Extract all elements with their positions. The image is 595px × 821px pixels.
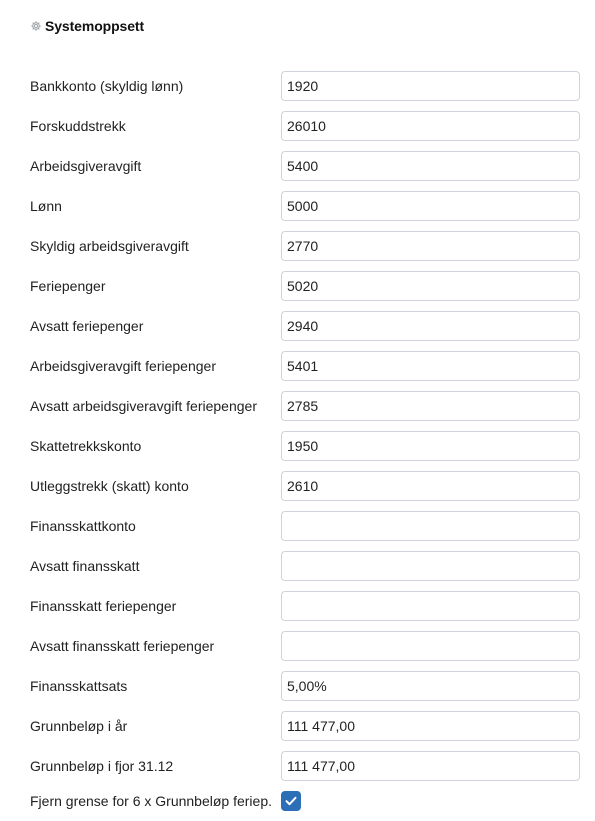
- field-input[interactable]: [281, 551, 580, 581]
- form-row: [0, 111, 595, 151]
- form-row: [0, 431, 595, 471]
- field-input[interactable]: [281, 271, 580, 301]
- field-label: Feriepenger: [30, 278, 106, 294]
- field-label: Finansskattkonto: [30, 518, 136, 534]
- field-input[interactable]: [281, 631, 580, 661]
- field-input[interactable]: [281, 511, 580, 541]
- gear-icon: [30, 20, 42, 32]
- field-input[interactable]: [281, 231, 580, 261]
- checkbox-row: [0, 791, 595, 821]
- field-input[interactable]: [281, 751, 580, 781]
- field-label: Utleggstrekk (skatt) konto: [30, 478, 189, 494]
- form-row: [0, 751, 595, 791]
- field-input[interactable]: [281, 111, 580, 141]
- form-row: [0, 71, 595, 111]
- form-row: [0, 471, 595, 511]
- field-label: Lønn: [30, 198, 62, 214]
- form-row: [0, 551, 595, 591]
- field-input[interactable]: [281, 711, 580, 741]
- field-label: Arbeidsgiveravgift: [30, 158, 142, 174]
- field-input[interactable]: [281, 391, 580, 421]
- form-row: [0, 191, 595, 231]
- settings-form: [0, 71, 595, 821]
- field-input[interactable]: [281, 191, 580, 221]
- field-label: Finansskattsats: [30, 678, 128, 694]
- field-input[interactable]: [281, 351, 580, 381]
- field-label: Avsatt feriepenger: [30, 318, 144, 334]
- field-label: Skattetrekkskonto: [30, 438, 142, 454]
- field-input[interactable]: [281, 471, 580, 501]
- form-row: [0, 311, 595, 351]
- checkmark-icon: [284, 794, 298, 808]
- field-label: Arbeidsgiveravgift feriepenger: [30, 358, 216, 374]
- form-row: [0, 511, 595, 551]
- field-input[interactable]: [281, 71, 580, 101]
- form-row: [0, 271, 595, 311]
- form-row: [0, 631, 595, 671]
- page-title: Systemoppsett: [45, 18, 145, 34]
- field-label: Grunnbeløp i fjor 31.12: [30, 758, 174, 774]
- field-input[interactable]: [281, 311, 580, 341]
- page-header: [30, 16, 144, 36]
- form-row: [0, 591, 595, 631]
- field-input[interactable]: [281, 151, 580, 181]
- field-label: Avsatt finansskatt: [30, 558, 140, 574]
- field-label: Finansskatt feriepenger: [30, 598, 177, 614]
- checkbox-label: Fjern grense for 6 x Grunnbeløp feriep.: [30, 793, 273, 809]
- field-label: Bankkonto (skyldig lønn): [30, 78, 184, 94]
- field-input[interactable]: [281, 591, 580, 621]
- field-label: Avsatt arbeidsgiveravgift feriepenger: [30, 398, 257, 414]
- field-input[interactable]: [281, 671, 580, 701]
- form-row: [0, 351, 595, 391]
- field-label: Forskuddstrekk: [30, 118, 126, 134]
- field-input[interactable]: [281, 431, 580, 461]
- field-label: Avsatt finansskatt feriepenger: [30, 638, 215, 654]
- form-row: [0, 671, 595, 711]
- field-label: Skyldig arbeidsgiveravgift: [30, 238, 189, 254]
- remove-limit-checkbox[interactable]: [281, 791, 301, 811]
- form-row: [0, 391, 595, 431]
- form-row: [0, 711, 595, 751]
- form-row: [0, 231, 595, 271]
- field-label: Grunnbeløp i år: [30, 718, 128, 734]
- form-row: [0, 151, 595, 191]
